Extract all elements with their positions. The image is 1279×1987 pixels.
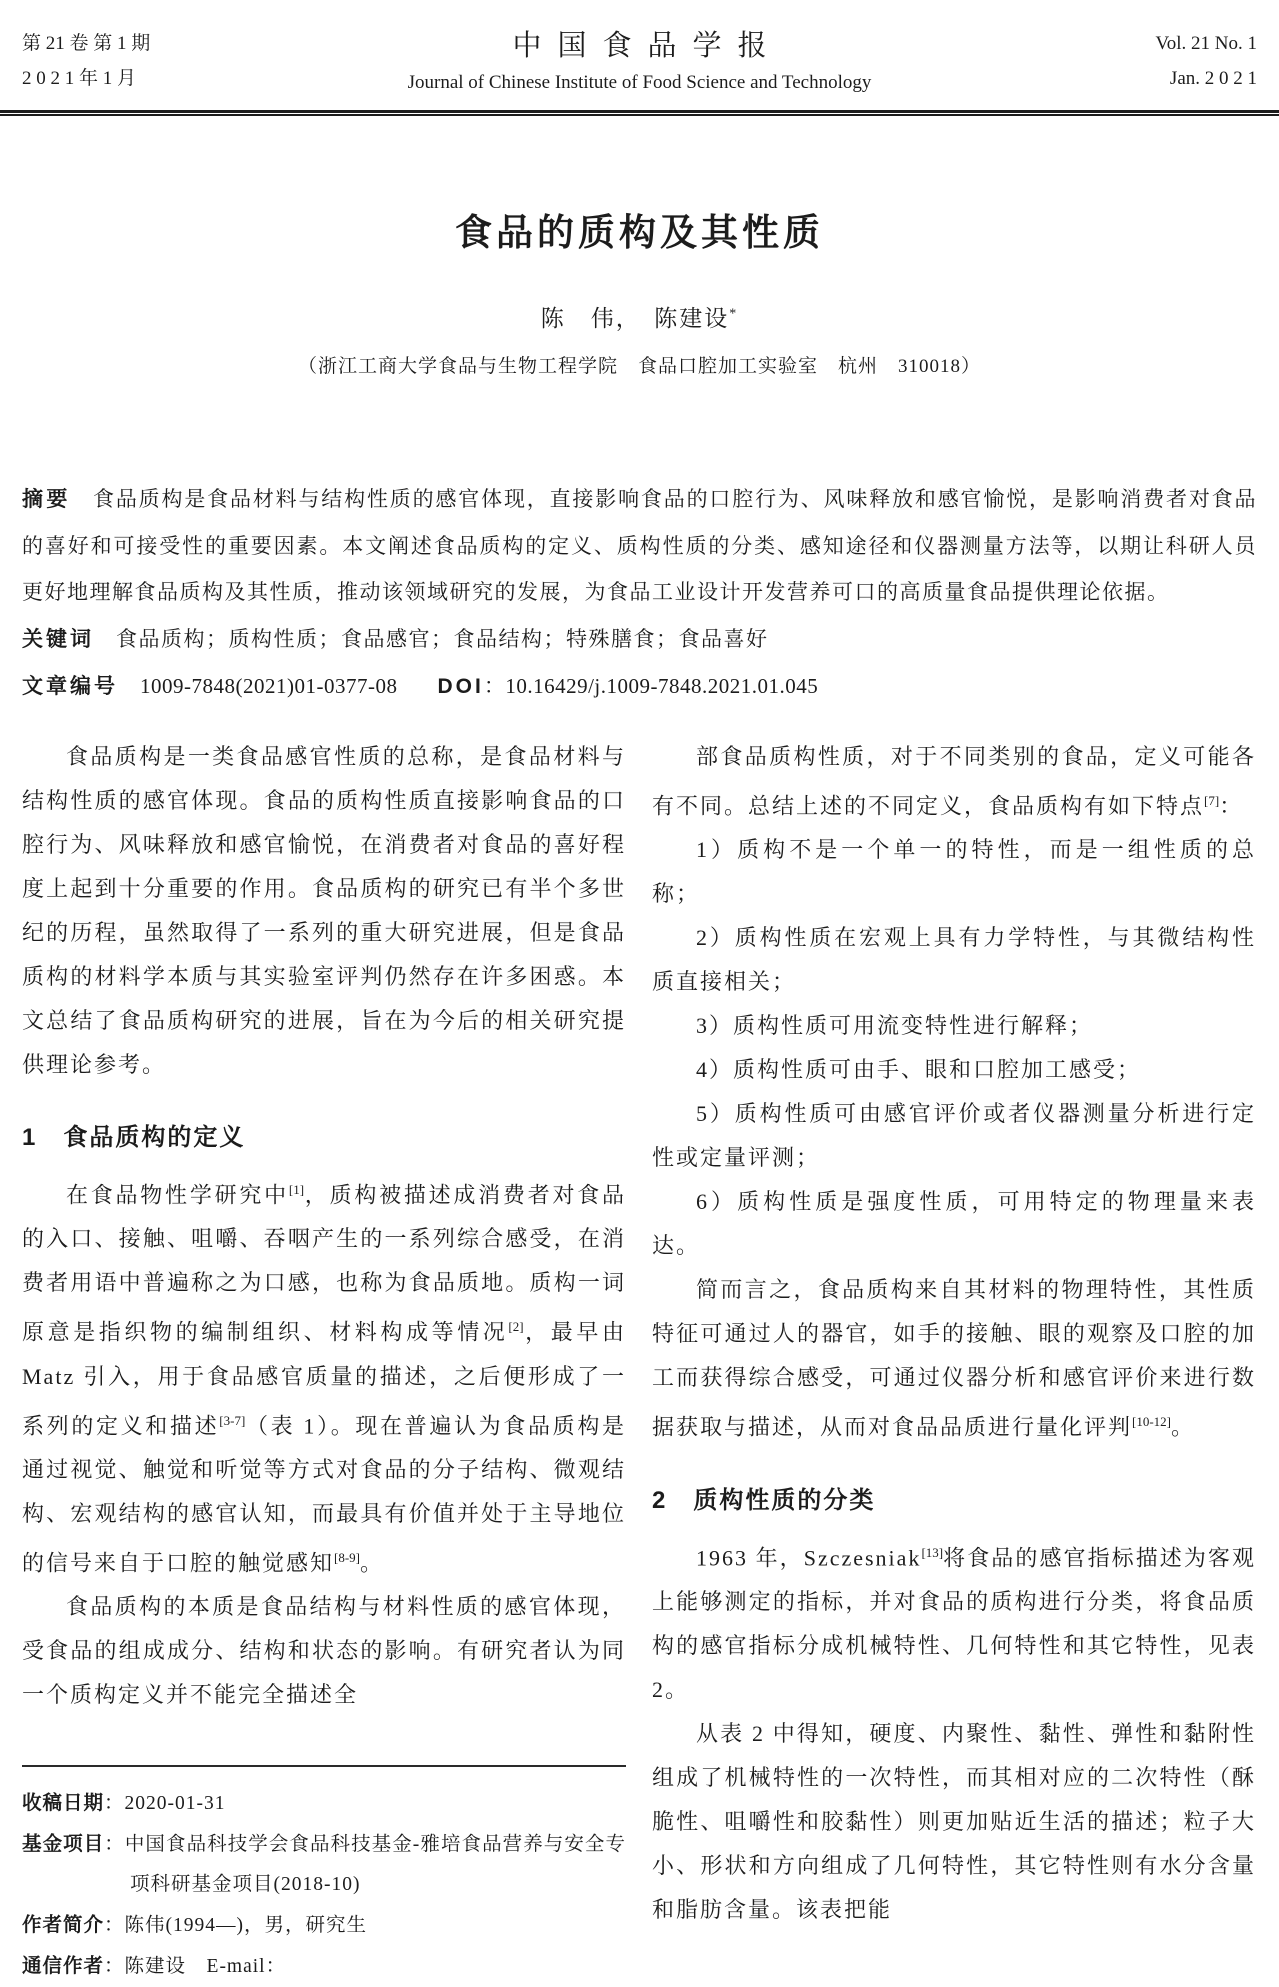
keywords-label: 关键词 xyxy=(22,628,94,651)
feature-list-item-5: 5）质构性质可由感官评价或者仪器测量分析进行定性或定量评测； xyxy=(652,1101,1256,1171)
article-number-block xyxy=(22,664,1257,709)
body-columns xyxy=(0,735,1279,1987)
footnote-divider xyxy=(22,1765,626,1767)
doi-label: DOI xyxy=(437,675,484,698)
feature-list-item-2: 2）质构性质在宏观上具有力学特性，与其微结构性质直接相关； xyxy=(652,925,1256,995)
date-en: Jan. 2 0 2 1 xyxy=(1169,68,1257,89)
section-1-paragraph-1: 在食品物性学研究中[1]，质构被描述成消费者对食品的入口、接触、咀嚼、吞咽产生的一系列综合感受，在消费者用语中普遍称之为口感，也称为食品质地。质构一词原意是指织物的编制组织、材料构成等情况[2]，最早由 Matz 引入，用于食品感官质量的描述，之后便形成了一系列的定义和描述[3-7]（表 1）。现在普遍认为食品质构是通过视觉、触觉和听觉等方式对食品的分子结构、微观结构、宏观结构的感官认知，而最具有价值并处于主导地位的信号来自于口腔的触觉感知[8-9]。 xyxy=(22,1182,626,1576)
article-meta xyxy=(0,476,1279,709)
section-2-paragraph-1: 1963 年，Szczesniak[13]将食品的感官指标描述为客观上能够测定的指标，并对食品的质构进行分类，将食品质构的感官指标分成机械特性、几何特性和其它特性，见表 2。 xyxy=(652,1544,1256,1702)
header-double-rule xyxy=(0,110,1279,116)
footnote-author-bio xyxy=(22,1905,626,1946)
footnote-corresponding-value: 陈建设 E-mail： xyxy=(124,1956,287,1977)
footnote-colon: ： xyxy=(104,1834,125,1855)
abstract-label: 摘要 xyxy=(22,488,71,511)
left-column xyxy=(22,735,626,1987)
footnote-received-label: 收稿日期 xyxy=(22,1792,105,1814)
right-column xyxy=(652,735,1256,1987)
footnote-received xyxy=(22,1783,626,1824)
section-1-heading: 1 食品质构的定义 xyxy=(22,1124,246,1151)
article-title: 食品的质构及其性质 xyxy=(455,212,824,253)
section-2-paragraph-2: 从表 2 中得知，硬度、内聚性、黏性、弹性和黏附性组成了机械特性的一次特性，而其相对应的二次特性（酥脆性、咀嚼性和胶黏性）则更加贴近生活的描述；粒子大小、形状和方向组成了几何特性，其它特性则有水分含量和脂肪含量。该表把能 xyxy=(652,1720,1256,1922)
header-left xyxy=(22,26,322,96)
footnote-block xyxy=(22,1765,626,1987)
footnote-bio-label: 作者简介 xyxy=(22,1914,105,1936)
keywords-block xyxy=(22,617,1257,662)
doi-colon: ： xyxy=(483,674,506,698)
journal-title-en: Journal of Chinese Institute of Food Science and Technology xyxy=(407,72,872,93)
footnote-corresponding xyxy=(22,1946,626,1987)
summary-paragraph: 简而言之，食品质构来自其材料的物理特性，其性质特征可通过人的器官，如手的接触、眼的观察及口腔的加工而获得综合感受，可通过仪器分析和感官评价来进行数据获取与描述，从而对食品品质进行量化评判[10-12]。 xyxy=(652,1277,1256,1440)
footnote-colon: ： xyxy=(104,1793,125,1814)
keywords-text: 食品质构；质构性质；食品感官；食品结构；特殊膳食；食品喜好 xyxy=(116,627,769,651)
volume-issue-en: Vol. 21 No. 1 xyxy=(1155,33,1257,54)
affiliation-line: （浙江工商大学食品与生物工程学院 食品口腔加工实验室 杭州 310018） xyxy=(297,356,981,377)
footnote-fund-label: 基金项目 xyxy=(22,1833,105,1855)
footnote-fund xyxy=(22,1824,626,1905)
abstract-text: 食品质构是食品材料与结构性质的感官体现，直接影响食品的口腔行为、风味释放和感官愉悦，是影响消费者对食品的喜好和可接受性的重要因素。本文阐述食品质构的定义、质构性质的分类、感知途径和仪器测量方法等，以期让科研人员更好地理解食品质构及其性质，推动该领域研究的发展，为食品工业设计开发营养可口的高质量食品提供理论依据。 xyxy=(22,487,1258,604)
abstract-block xyxy=(22,476,1257,615)
authors-line xyxy=(0,300,1279,333)
feature-list-item-6: 6）质构性质是强度性质，可用特定的物理量来表达。 xyxy=(652,1189,1256,1259)
corresponding-author-mark: * xyxy=(729,306,739,322)
header-center xyxy=(322,26,957,100)
footnote-fund-value: 中国食品科技学会食品科技基金-雅培食品营养与安全专项科研基金项目(2018-10) xyxy=(124,1834,626,1895)
feature-list-item-1: 1）质构不是一个单一的特性，而是一组性质的总称； xyxy=(652,837,1256,907)
footnote-bio-value: 陈伟(1994—)，男，研究生 xyxy=(124,1915,368,1936)
article-number-value: 1009-7848(2021)01-0377-08 xyxy=(140,674,398,698)
footnote-received-value: 2020-01-31 xyxy=(124,1793,226,1814)
feature-list-item-3: 3）质构性质可用流变特性进行解释； xyxy=(696,1013,1094,1039)
continuation-paragraph: 部食品质构性质，对于不同类别的食品，定义可能各有不同。总结上述的不同定义，食品质构有如下特点[7]： xyxy=(652,744,1256,819)
footnote-colon: ： xyxy=(104,1956,125,1977)
article-number-label: 文章编号 xyxy=(22,675,118,698)
feature-list-item-4: 4）质构性质可由手、眼和口腔加工感受； xyxy=(696,1057,1142,1083)
header-right xyxy=(957,26,1257,96)
intro-paragraph: 食品质构是一类食品感官性质的总称，是食品材料与结构性质的感官体现。食品的质构性质直接影响食品的口腔行为、风味释放和感官愉悦，在消费者对食品的喜好程度上起到十分重要的作用。食品质构的研究已有半个多世纪的历程，虽然取得了一系列的重大研究进展，但是食品质构的材料学本质与其实验室评判仍然存在许多困惑。本文总结了食品质构研究的进展，旨在为今后的相关研究提供理论参考。 xyxy=(22,744,626,1077)
doi-value: 10.16429/j.1009-7848.2021.01.045 xyxy=(505,674,819,698)
footnote-corresponding-label: 通信作者 xyxy=(22,1955,105,1977)
volume-issue-cn: 第 21 卷 第 1 期 xyxy=(22,33,151,54)
section-1-paragraph-2: 食品质构的本质是食品结构与材料性质的感官体现，受食品的组成成分、结构和状态的影响。有研究者认为同一个质构定义并不能完全描述全 xyxy=(22,1594,626,1708)
author-names: 陈 伟， 陈建设 xyxy=(540,306,730,331)
section-2-heading: 2 质构性质的分类 xyxy=(652,1486,876,1514)
date-cn: 2 0 2 1 年 1 月 xyxy=(22,68,137,89)
journal-header xyxy=(0,0,1279,110)
footnote-colon: ： xyxy=(104,1915,125,1936)
journal-title-cn: 中国食品学报 xyxy=(512,30,783,62)
